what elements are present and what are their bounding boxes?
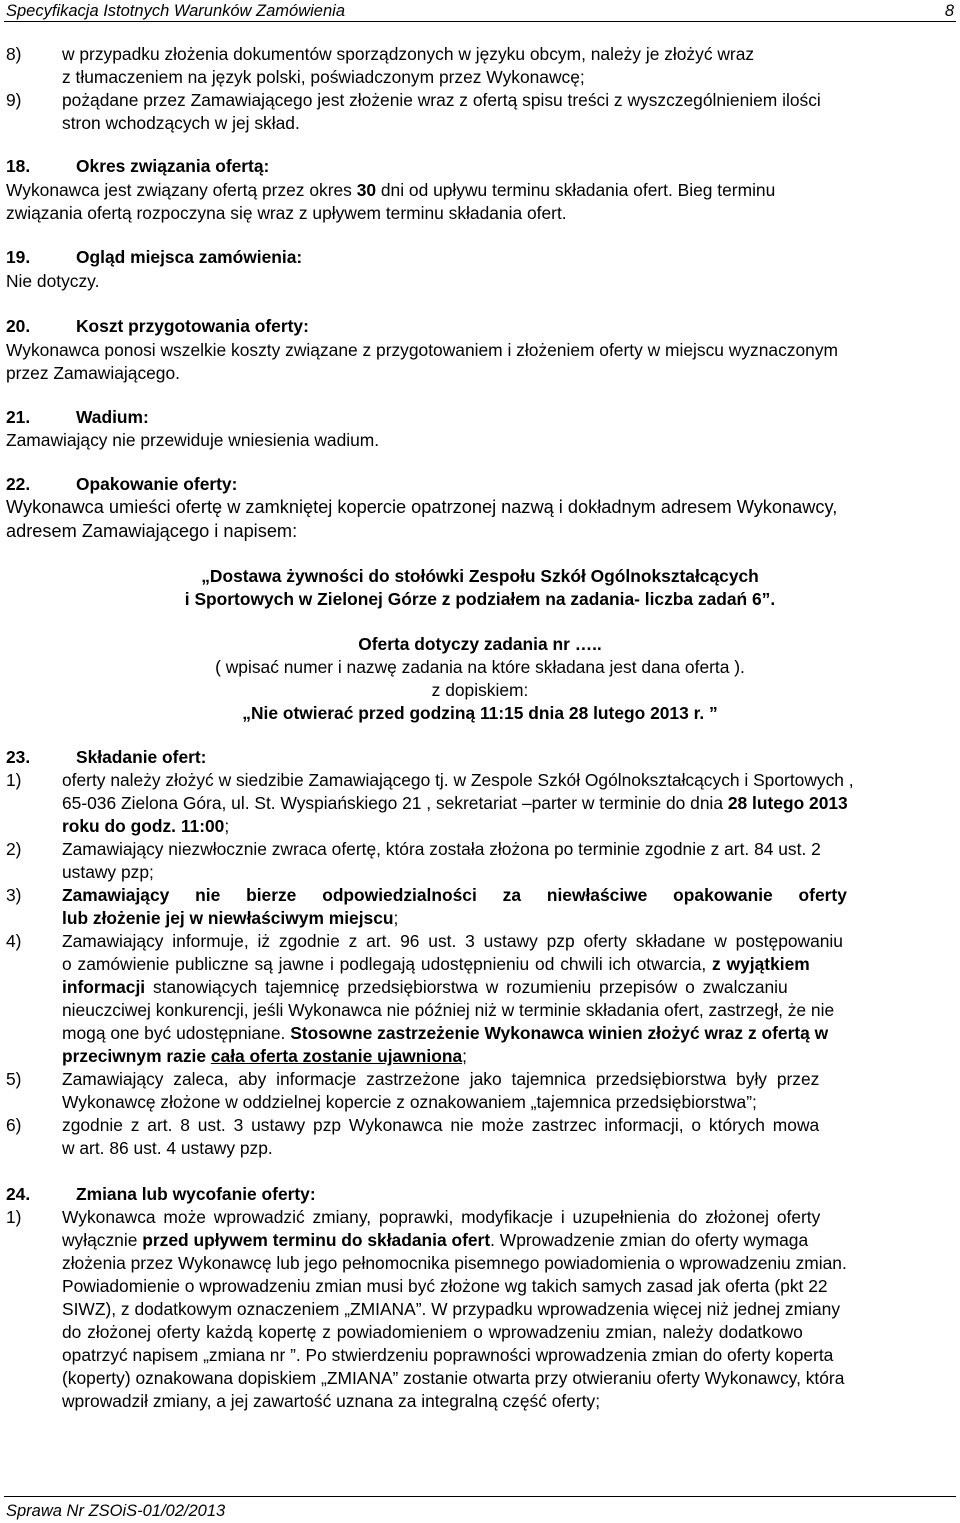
paragraph-line: Nie dotyczy. (6, 271, 100, 291)
section-number: 24. (6, 1184, 31, 1204)
envelope-label-line: „Nie otwierać przed godziną 11:15 dnia 28 lutego 2013 r. ” (242, 703, 718, 723)
list-item-line: złożenia przez Wykonawcę lub jego pełnomocnika pisemnego powiadomienia o wprowadzeniu zmian. (62, 1253, 847, 1273)
list-item-number: 6) (6, 1115, 22, 1135)
list-item-number: 3) (6, 885, 22, 905)
section-number: 21. (6, 407, 31, 427)
list-item-line: lub złożenie jej w niewłaściwym miejscu; (62, 908, 399, 928)
section-heading: Koszt przygotowania oferty: (76, 316, 309, 336)
list-item-number: 1) (6, 770, 22, 790)
list-item-line: Zamawiający informuje, iż zgodnie z art. 96 ust. 3 ustawy pzp oferty składane w postępowaniu (62, 931, 843, 951)
paragraph-line: Wykonawca jest związany ofertą przez okres 30 dni od upływu terminu składania ofert. Bieg terminu (6, 180, 776, 200)
paragraph-line: adresem Zamawiającego i napisem: (6, 521, 298, 541)
list-item-line: z tłumaczeniem na język polski, poświadczonym przez Wykonawcę; (62, 67, 585, 87)
footer-divider (4, 1496, 956, 1497)
section-heading: Opakowanie oferty: (76, 474, 238, 494)
list-item-line: mogą one być udostępniane. Stosowne zastrzeżenie Wykonawca winien złożyć wraz z ofertą w (62, 1023, 829, 1043)
envelope-label-line: z dopiskiem: (431, 680, 529, 700)
section-number: 18. (6, 156, 31, 176)
section-heading: Okres związania ofertą: (76, 156, 270, 176)
list-item-line: SIWZ), z dodatkowym oznaczeniem „ZMIANA”. W przypadku wprowadzenia więcej niż jednej zmiany (62, 1299, 841, 1319)
list-item-line: Zamawiający niezwłocznie zwraca ofertę, która została złożona po terminie zgodnie z art. 84 ust. 2 (62, 839, 821, 859)
list-item-line: informacji stanowiących tajemnicę przedsiębiorstwa w rozumieniu przepisów o zwalczaniu (62, 977, 788, 997)
envelope-label-line: ( wpisać numer i nazwę zadania na które składana jest dana oferta ). (215, 657, 745, 677)
list-item-line: zgodnie z art. 8 ust. 3 ustawy pzp Wykonawca nie może zastrzec informacji, o których mowa (62, 1115, 820, 1135)
list-item-line: Wykonawca może wprowadzić zmiany, poprawki, modyfikacje i uzupełnienia do złożonej oferty (62, 1207, 821, 1227)
list-item-line: nieuczciwej konkurencji, jeśli Wykonawca nie później niż w terminie składania ofert, zastrzegł, że nie (62, 1000, 835, 1020)
list-item-line: Wykonawcę złożone w oddzielnej kopercie z oznakowaniem „tajemnica przedsiębiorstwa”; (62, 1092, 757, 1112)
section-heading: Wadium: (76, 407, 149, 427)
list-item-number: 4) (6, 931, 22, 951)
list-item-number: 1) (6, 1207, 22, 1227)
section-number: 22. (6, 474, 31, 494)
header-divider (4, 21, 956, 22)
page-number: 8 (944, 2, 954, 20)
list-item-number: 9) (6, 90, 22, 110)
list-item-line: oferty należy złożyć w siedzibie Zamawiającego tj. w Zespole Szkół Ogólnokształcących i Sportowych , (62, 770, 854, 790)
section-number: 19. (6, 247, 31, 267)
list-item-line: pożądane przez Zamawiającego jest złożenie wraz z ofertą spisu treści z wyszczególnieniem ilości (62, 90, 821, 110)
list-item-line: Zamawiający zaleca, aby informacje zastrzeżone jako tajemnica przedsiębiorstwa były przez (62, 1069, 820, 1089)
list-item-line: przeciwnym razie cała oferta zostanie ujawniona; (62, 1046, 467, 1066)
header-title: Specyfikacja Istotnych Warunków Zamówienia (6, 2, 346, 20)
section-heading: Ogląd miejsca zamówienia: (76, 247, 303, 267)
paragraph-line: Zamawiający nie przewiduje wniesienia wadium. (6, 430, 380, 450)
footer-case-number: Sprawa Nr ZSOiS-01/02/2013 (6, 1502, 226, 1520)
list-item-line: ustawy pzp; (62, 862, 154, 882)
section-number: 23. (6, 747, 31, 767)
list-item-line: 65-036 Zielona Góra, ul. St. Wyspiańskiego 21 , sekretariat –parter w terminie do dnia 28 lutego 2013 (62, 793, 848, 813)
list-item-line: do złożonej oferty każdą kopertę z powiadomieniem o wprowadzeniu zmian, należy dodatkowo (62, 1322, 803, 1342)
list-item-line: w art. 86 ust. 4 ustawy pzp. (62, 1138, 273, 1158)
list-item-line: stron wchodzących w jej skład. (62, 113, 300, 133)
section-heading: Zmiana lub wycofanie oferty: (76, 1184, 316, 1204)
list-item-line: o zamówienie publiczne są jawne i podlegają udostępnieniu od chwili ich otwarcia, z wyjątkiem (62, 954, 810, 974)
paragraph-line: Wykonawca ponosi wszelkie koszty związane z przygotowaniem i złożeniem oferty w miejscu wyznaczonym (6, 340, 839, 360)
paragraph-line: związania ofertą rozpoczyna się wraz z upływem terminu składania ofert. (6, 203, 567, 223)
list-item-number: 5) (6, 1069, 22, 1089)
list-item-line: Zamawiający nie bierze odpowiedzialności za niewłaściwe opakowanie oferty (62, 885, 847, 905)
list-item-line: Powiadomienie o wprowadzeniu zmian musi być złożone wg takich samych zasad jak oferta (pkt 22 (62, 1276, 828, 1296)
section-heading: Składanie ofert: (76, 747, 207, 767)
envelope-label-line: „Dostawa żywności do stołówki Zespołu Szkół Ogólnokształcących (201, 566, 759, 586)
list-item-line: wyłącznie przed upływem terminu do składania ofert. Wprowadzenie zmian do oferty wymaga (62, 1230, 809, 1250)
paragraph-line: Wykonawca umieści ofertę w zamkniętej kopercie opatrzonej nazwą i dokładnym adresem Wykonawcy, (6, 497, 838, 517)
list-item-number: 2) (6, 839, 22, 859)
section-number: 20. (6, 316, 31, 336)
envelope-label-line: Oferta dotyczy zadania nr ….. (358, 634, 602, 654)
list-item-line: w przypadku złożenia dokumentów sporządzonych w języku obcym, należy je złożyć wraz (62, 44, 755, 64)
envelope-label-line: i Sportowych w Zielonej Górze z podziałem na zadania- liczba zadań 6”. (184, 589, 776, 609)
list-item-line: (koperty) oznakowana dopiskiem „ZMIANA” zostanie otwarta przy otwieraniu oferty Wykonawcy, która (62, 1368, 845, 1388)
list-item-line: wprowadził zmiany, a jej zawartość uznana za integralną część oferty; (62, 1391, 601, 1411)
list-item-line: roku do godz. 11:00; (62, 816, 230, 836)
list-item-line: opatrzyć napisem „zmiana nr ”. Po stwierdzeniu poprawności wprowadzenia zmian do oferty koperta (62, 1345, 834, 1365)
paragraph-line: przez Zamawiającego. (6, 363, 180, 383)
list-item-number: 8) (6, 44, 22, 64)
